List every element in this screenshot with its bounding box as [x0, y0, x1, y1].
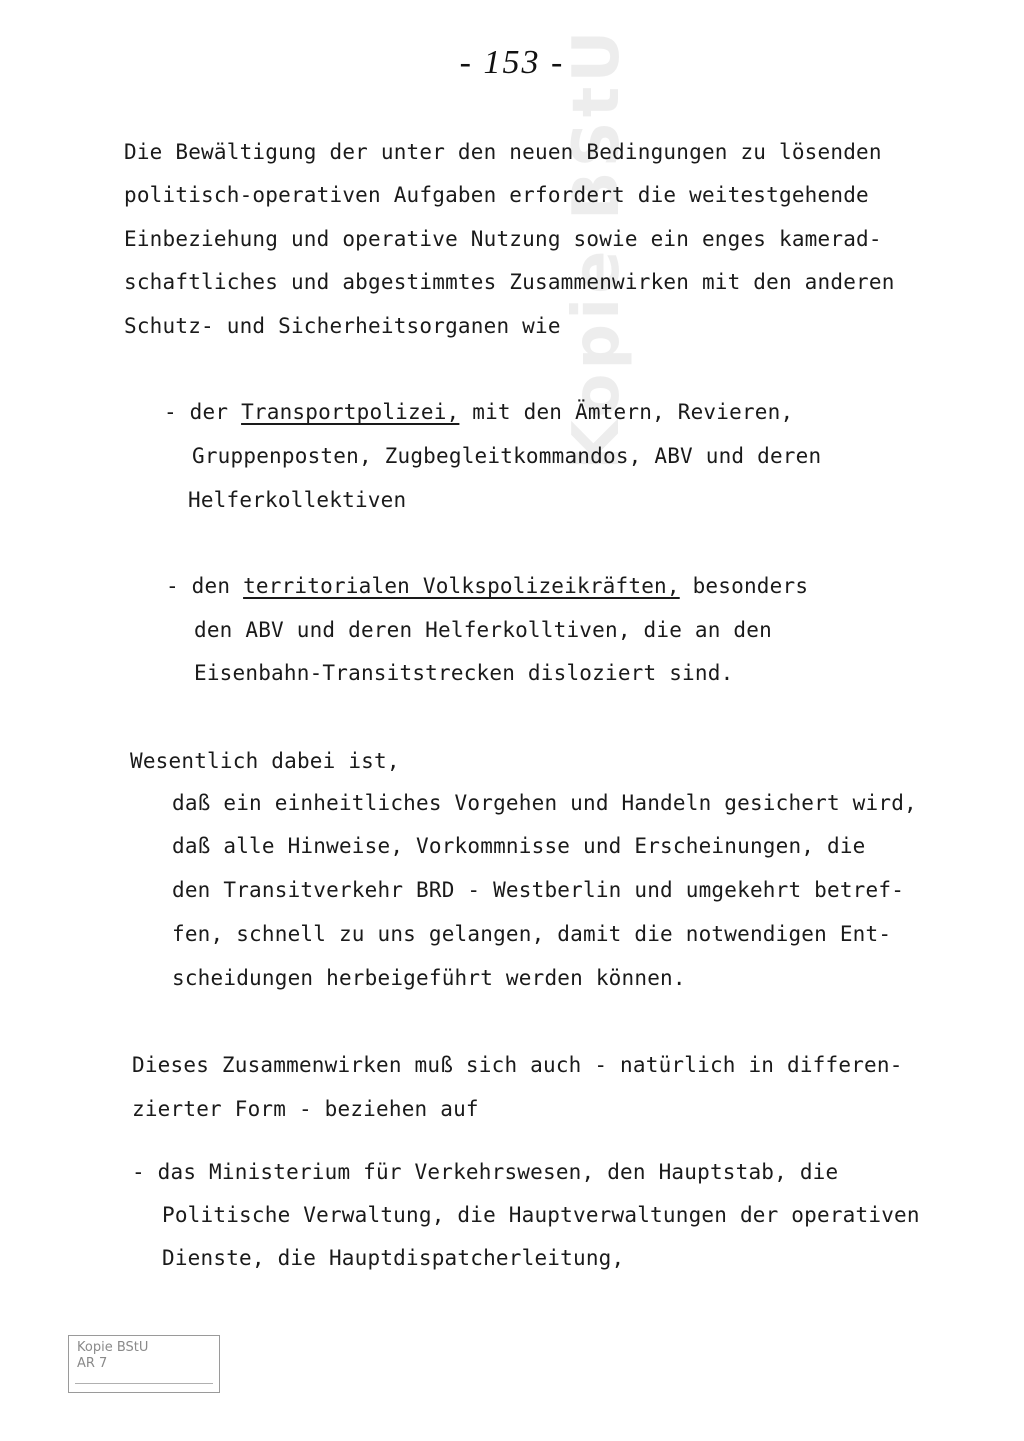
text-line: den Transitverkehr BRD - Westberlin und umgekehrt betref- — [172, 878, 905, 902]
text-line: Die Bewältigung der unter den neuen Bedingungen zu lösenden — [124, 140, 882, 164]
text-line: Schutz- und Sicherheitsorganen wie — [124, 314, 561, 338]
stamp-line: AR 7 — [77, 1356, 108, 1371]
text-line: fen, schnell zu uns gelangen, damit die notwendigen Ent- — [172, 922, 892, 946]
text-line: zierter Form - beziehen auf — [132, 1097, 479, 1121]
text-line: Eisenbahn-Transitstrecken disloziert sind. — [194, 661, 734, 685]
page-number: - 153 - — [459, 44, 565, 81]
list-item-text: mit den Ämtern, Revieren, — [459, 400, 794, 424]
underlined-term: Transportpolizei, — [241, 400, 460, 424]
watermark: Kopie BStU — [560, 26, 634, 470]
text-line: Politische Verwaltung, die Hauptverwaltungen der operativen — [162, 1203, 920, 1227]
text-line: Dienste, die Hauptdispatcherleitung, — [162, 1246, 625, 1270]
stamp-line: Kopie BStU — [77, 1340, 149, 1355]
text-line: Dieses Zusammenwirken muß sich auch - natürlich in differen- — [132, 1053, 903, 1077]
text-line: schaftliches und abgestimmtes Zusammenwirken mit den anderen — [124, 270, 895, 294]
text-line: daß ein einheitliches Vorgehen und Handeln gesichert wird, — [172, 791, 917, 815]
list-item-prefix: - den — [166, 574, 244, 598]
archive-stamp — [68, 1335, 220, 1393]
text-line: Helferkollektiven — [188, 488, 407, 512]
text-line: scheidungen herbeigeführt werden können. — [172, 966, 686, 990]
list-item: - das Ministerium für Verkehrswesen, den Hauptstab, die — [132, 1160, 839, 1184]
underlined-term: territorialen Volkspolizeikräften, — [243, 574, 680, 598]
text-line: daß alle Hinweise, Vorkommnisse und Erscheinungen, die — [172, 834, 866, 858]
list-item-prefix: - der — [164, 400, 242, 424]
text-line: Einbeziehung und operative Nutzung sowie ein enges kamerad- — [124, 227, 882, 251]
text-line: den ABV und deren Helferkolltiven, die an den — [194, 618, 772, 642]
text-line: Gruppenposten, Zugbegleitkommandos, ABV und deren — [192, 444, 822, 468]
list-item — [166, 574, 808, 598]
list-item-text: besonders — [679, 574, 809, 598]
text-line: Wesentlich dabei ist, — [130, 749, 400, 773]
list-item — [164, 400, 793, 424]
text-line: politisch-operativen Aufgaben erfordert die weitestgehende — [124, 183, 869, 207]
stamp-rule — [75, 1383, 213, 1384]
